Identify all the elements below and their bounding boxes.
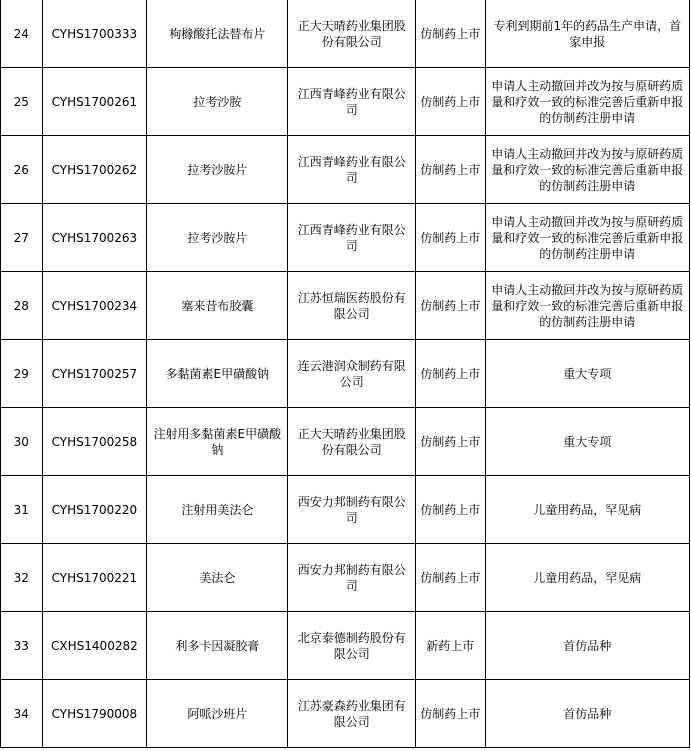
drug-name: 拉考沙胺: [147, 68, 288, 136]
priority-reason: 申请人主动撤回并改为按与原研药质量和疗效一致的标准完善后重新申报的仿制药注册申请: [485, 68, 689, 136]
application-type: 仿制药上市: [416, 0, 486, 68]
drug-name: 塞来昔布胶囊: [147, 272, 288, 340]
applicant-company: 江西青峰药业有限公司: [288, 68, 416, 136]
acceptance-code: CYHS1700234: [42, 272, 147, 340]
table-row: [1, 612, 690, 680]
priority-reason: 申请人主动撤回并改为按与原研药质量和疗效一致的标准完善后重新申报的仿制药注册申请: [485, 204, 689, 272]
applicant-company: 正大天晴药业集团股份有限公司: [288, 408, 416, 476]
row-number: 24: [1, 0, 43, 68]
acceptance-code: CYHS1700257: [42, 340, 147, 408]
table-row: [1, 0, 690, 68]
application-type: 仿制药上市: [416, 272, 486, 340]
drug-name: 多黏菌素E甲磺酸钠: [147, 340, 288, 408]
drug-name: 美法仑: [147, 544, 288, 612]
table-body: [1, 0, 690, 748]
drug-name: 枸橼酸托法替布片: [147, 0, 288, 68]
priority-reason: 首仿品种: [485, 612, 689, 680]
row-number: 28: [1, 272, 43, 340]
applicant-company: 江苏恒瑞医药股份有限公司: [288, 272, 416, 340]
table-row: [1, 136, 690, 204]
applicant-company: 连云港润众制药有限公司: [288, 340, 416, 408]
acceptance-code: CYHS1700221: [42, 544, 147, 612]
table-row: [1, 68, 690, 136]
row-number: 25: [1, 68, 43, 136]
table-row: [1, 204, 690, 272]
acceptance-code: CYHS1700258: [42, 408, 147, 476]
row-number: 31: [1, 476, 43, 544]
application-type: 仿制药上市: [416, 204, 486, 272]
priority-reason: 重大专项: [485, 408, 689, 476]
row-number: 30: [1, 408, 43, 476]
applicant-company: 江苏豪森药业集团有限公司: [288, 680, 416, 748]
acceptance-code: CYHS1700261: [42, 68, 147, 136]
application-type: 仿制药上市: [416, 408, 486, 476]
table-row: [1, 340, 690, 408]
application-type: 新药上市: [416, 612, 486, 680]
row-number: 34: [1, 680, 43, 748]
applicant-company: 正大天晴药业集团股份有限公司: [288, 0, 416, 68]
priority-reason: 重大专项: [485, 340, 689, 408]
acceptance-code: CYHS1700262: [42, 136, 147, 204]
application-type: 仿制药上市: [416, 544, 486, 612]
table-row: [1, 476, 690, 544]
drug-name: 拉考沙胺片: [147, 136, 288, 204]
applicant-company: 江西青峰药业有限公司: [288, 136, 416, 204]
table-row: [1, 408, 690, 476]
applicant-company: 西安力邦制药有限公司: [288, 476, 416, 544]
table-row: [1, 680, 690, 748]
acceptance-code: CXHS1400282: [42, 612, 147, 680]
acceptance-code: CYHS1700263: [42, 204, 147, 272]
priority-reason: 申请人主动撤回并改为按与原研药质量和疗效一致的标准完善后重新申报的仿制药注册申请: [485, 272, 689, 340]
applicant-company: 江西青峰药业有限公司: [288, 204, 416, 272]
drug-name: 拉考沙胺片: [147, 204, 288, 272]
application-type: 仿制药上市: [416, 476, 486, 544]
row-number: 33: [1, 612, 43, 680]
acceptance-code: CYHS1700333: [42, 0, 147, 68]
priority-reason: 首仿品种: [485, 680, 689, 748]
drug-name: 注射用美法仑: [147, 476, 288, 544]
application-type: 仿制药上市: [416, 340, 486, 408]
applicant-company: 西安力邦制药有限公司: [288, 544, 416, 612]
drug-name: 阿哌沙班片: [147, 680, 288, 748]
row-number: 29: [1, 340, 43, 408]
table-row: [1, 544, 690, 612]
priority-reason: 儿童用药品，罕见病: [485, 476, 689, 544]
application-type: 仿制药上市: [416, 680, 486, 748]
priority-reason: 专利到期前1年的药品生产申请，首家申报: [485, 0, 689, 68]
applicant-company: 北京泰德制药股份有限公司: [288, 612, 416, 680]
row-number: 27: [1, 204, 43, 272]
priority-reason: 儿童用药品，罕见病: [485, 544, 689, 612]
drug-name: 利多卡因凝胶膏: [147, 612, 288, 680]
row-number: 26: [1, 136, 43, 204]
application-type: 仿制药上市: [416, 68, 486, 136]
table-row: [1, 272, 690, 340]
row-number: 32: [1, 544, 43, 612]
drug-name: 注射用多黏菌素E甲磺酸钠: [147, 408, 288, 476]
application-type: 仿制药上市: [416, 136, 486, 204]
acceptance-code: CYHS1700220: [42, 476, 147, 544]
acceptance-code: CYHS1790008: [42, 680, 147, 748]
priority-reason: 申请人主动撤回并改为按与原研药质量和疗效一致的标准完善后重新申报的仿制药注册申请: [485, 136, 689, 204]
